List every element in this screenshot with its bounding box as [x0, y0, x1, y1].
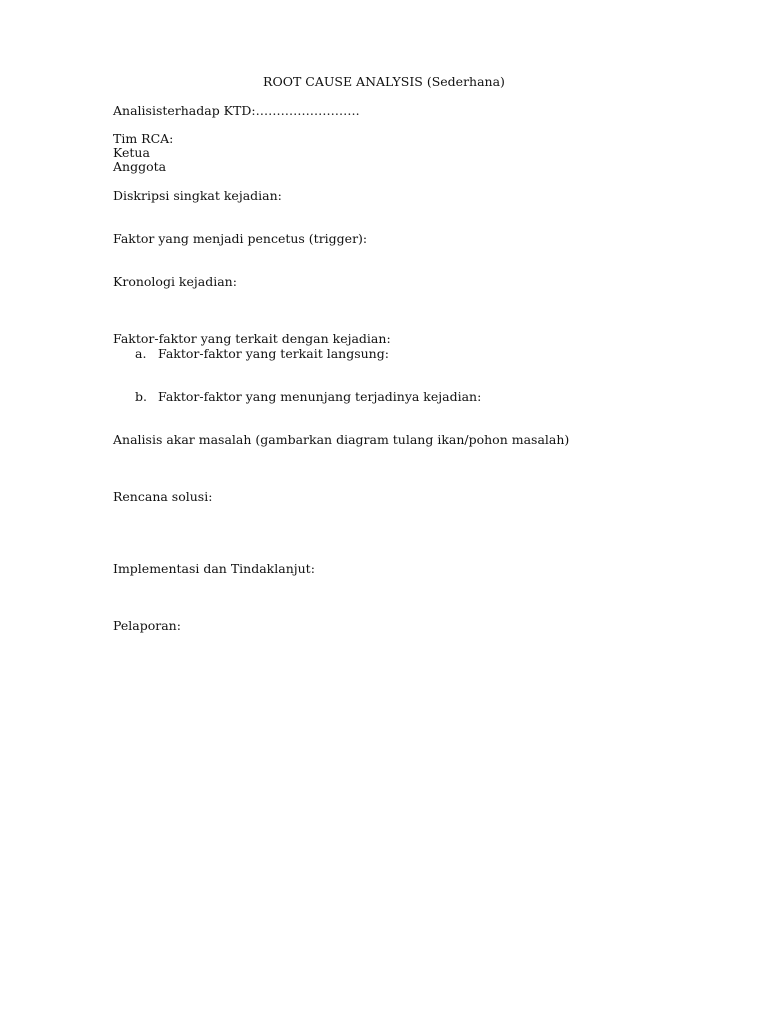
solution-plan-heading: Rencana solusi: [113, 489, 213, 504]
trigger-heading: Faktor yang menjadi pencetus (trigger): [113, 231, 368, 246]
reporting-heading: Pelaporan: [113, 618, 181, 633]
description-heading: Diskripsi singkat kejadian: [113, 188, 282, 203]
analysis-target-line: Analisisterhadap KTD:……………………. [113, 103, 360, 118]
chronology-heading: Kronologi kejadian: [113, 274, 237, 289]
list-marker-a: a. [135, 346, 147, 361]
team-label: Tim RCA: [113, 131, 174, 146]
team-members-label: Anggota [113, 159, 167, 174]
root-cause-heading: Analisis akar masalah (gambarkan diagram tulang ikan/pohon masalah) [113, 432, 570, 447]
related-factors-heading: Faktor-faktor yang terkait dengan kejadian: [113, 331, 391, 346]
document-title: ROOT CAUSE ANALYSIS (Sederhana) [263, 74, 505, 89]
list-marker-b: b. [135, 389, 147, 404]
list-item-direct-factors: Faktor-faktor yang terkait langsung: [158, 346, 389, 361]
team-leader-label: Ketua [113, 145, 150, 160]
implementation-heading: Implementasi dan Tindaklanjut: [113, 561, 315, 576]
list-item-supporting-factors: Faktor-faktor yang menunjang terjadinya kejadian: [158, 389, 482, 404]
